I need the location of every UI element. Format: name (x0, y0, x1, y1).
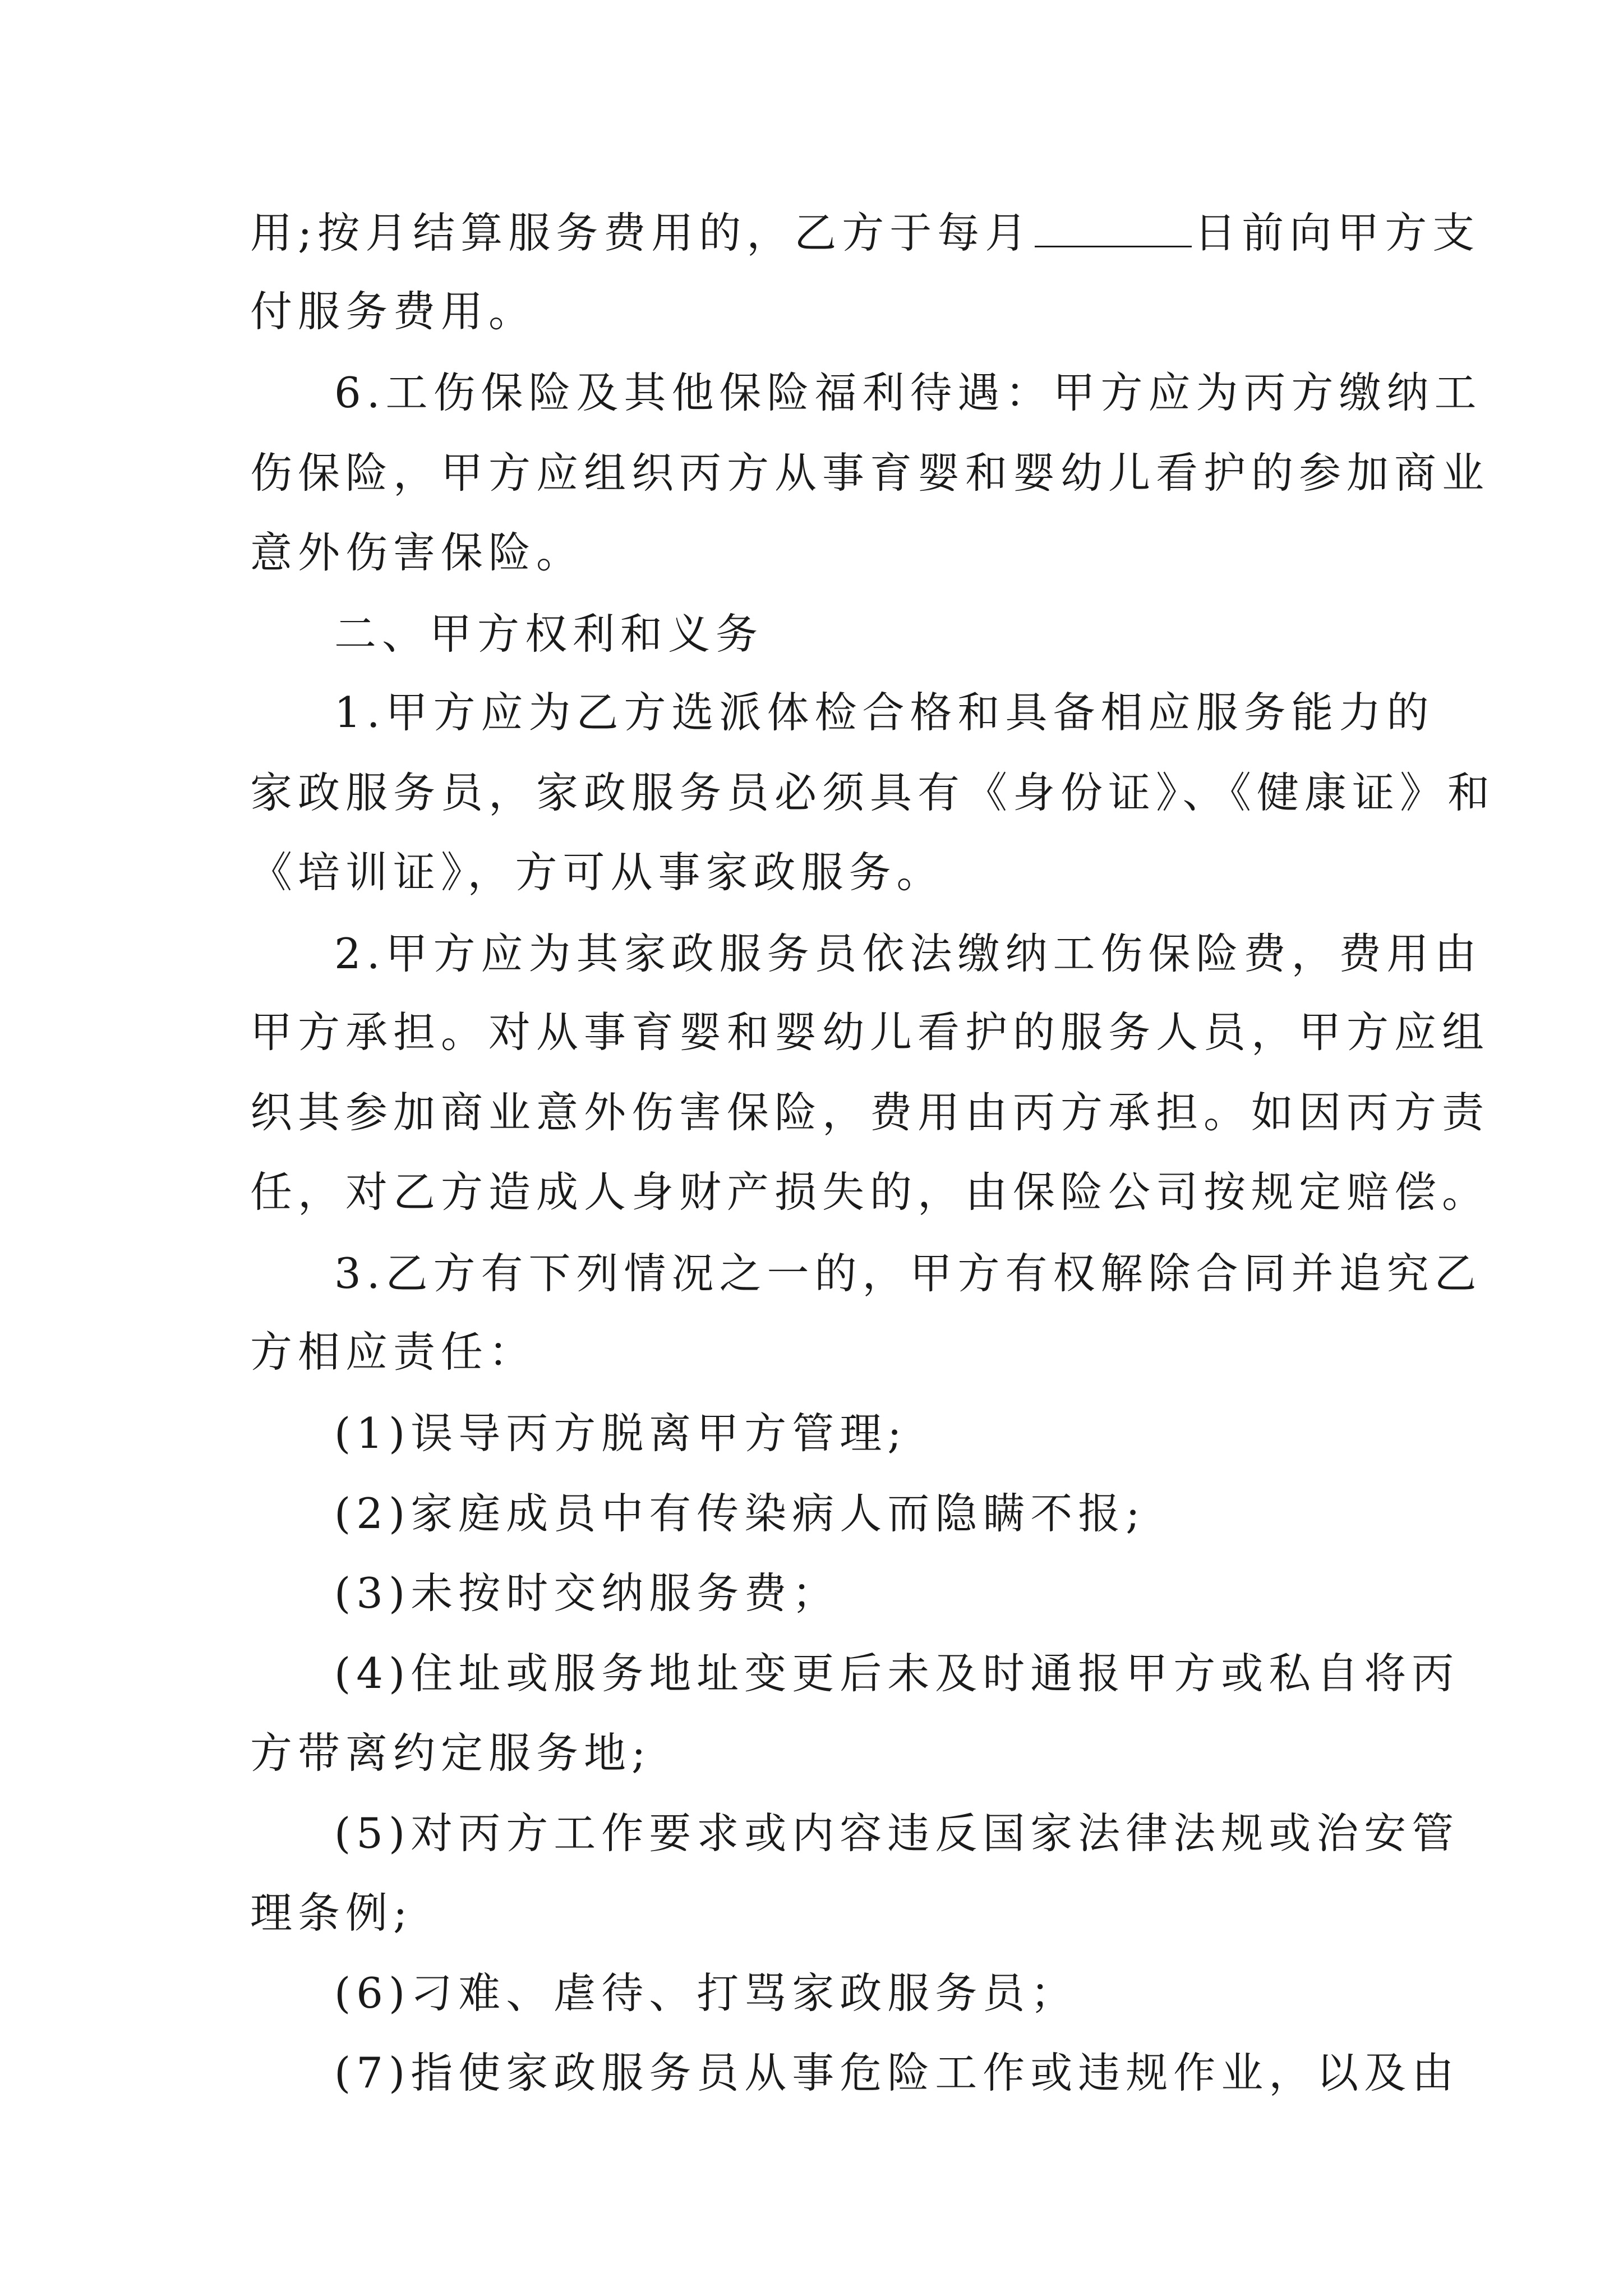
list-item: (1)误导丙方脱离甲方管理; (334, 1409, 907, 1458)
fill-in-blank (1035, 212, 1192, 247)
text-line: 甲方承担。对从事育婴和婴幼儿看护的服务人员，甲方应组 (250, 1007, 1490, 1057)
list-item: (3)未按时交纳服务费； (334, 1568, 840, 1618)
list-item: (6)刁难、虐待、打骂家政服务员； (334, 1968, 1078, 2018)
list-item: (5)对丙方工作要求或内容违反国家法律法规或治安管 (334, 1809, 1460, 1858)
text-line: 3.乙方有下列情况之一的，甲方有权解除合同并追究乙 (334, 1249, 1482, 1298)
text-line: 方相应责任： (250, 1327, 537, 1377)
text-line: 意外伤害保险。 (250, 528, 584, 577)
text-line: 理条例; (250, 1888, 413, 1938)
list-item: (7)指使家政服务员从事危险工作或违规作业，以及由 (334, 2048, 1460, 2097)
text-line: 2.甲方应为其家政服务员依法缴纳工伤保险费，费用由 (334, 929, 1482, 978)
list-item: (2)家庭成员中有传染病人而隐瞒不报; (334, 1489, 1146, 1538)
text-line: 6.工伤保险及其他保险福利待遇：甲方应为丙方缴纳工 (334, 368, 1482, 417)
text-line: 伤保险，甲方应组织丙方从事育婴和婴幼儿看护的参加商业 (250, 448, 1490, 498)
line-text: 用;按月结算服务费用的，乙方于每月 (250, 208, 1033, 257)
text-line: 1.甲方应为乙方选派体检合格和具备相应服务能力的 (334, 688, 1435, 737)
text-line: 《培训证》，方可从事家政服务。 (250, 848, 944, 897)
text-line: 方带离约定服务地; (250, 1728, 652, 1778)
section-heading: 二、甲方权利和义务 (334, 609, 764, 659)
text-line: 家政服务员，家政服务员必须具有《身份证》、《健康证》和 (250, 768, 1496, 817)
text-line: 织其参加商业意外伤害保险，费用由丙方承担。如因丙方责 (250, 1088, 1490, 1137)
text-line: 付服务费用。 (250, 287, 537, 336)
list-item: (4)住址或服务地址变更后未及时通报甲方或私自将丙 (334, 1649, 1460, 1698)
text-line: 任，对乙方造成人身财产损失的，由保险公司按规定赔偿。 (250, 1167, 1490, 1217)
text-line (250, 205, 1480, 261)
line-text-suffix: 日前向甲方支 (1194, 208, 1481, 257)
